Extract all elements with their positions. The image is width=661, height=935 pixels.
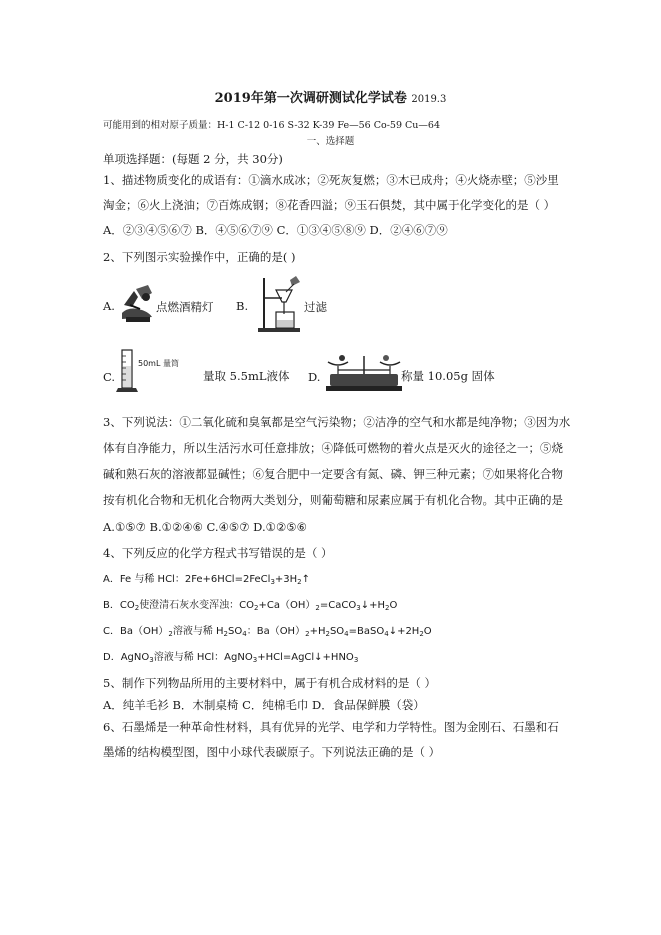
q4b-part4: =CaCO [319,600,357,611]
q2-option-b-text: 过滤 [304,300,327,314]
q4c-sub5: 2 [325,630,330,638]
q4b-part1: B．CO [103,600,135,611]
q2-option-c-text: 量取 5.5mL液体 [203,369,290,383]
instructions: 单项选择题：(每题 2 分，共 30分) [103,152,283,166]
q4a-part3: ↑ [301,574,311,585]
q3-line3: 碱和熟石灰的溶液都显碱性；⑥复合肥中一定要含有氮、磷、钾三种元素；⑦如果将化合物 [103,467,563,481]
graduated-cylinder-figure [116,348,142,394]
q4c-part1: C．Ba（OH） [103,626,169,637]
q4c-sub1: 2 [168,630,173,638]
q2-option-d-text: 称量 10.05g 固体 [401,369,495,383]
q4-option-d [103,650,358,666]
q4c-part2: 溶液与稀 H [172,626,224,637]
filtration-figure [256,276,302,334]
q4a-part1: A．Fe 与稀 HCl：2Fe+6HCl=2FeCl [103,574,271,585]
q4c-part6: SO [329,626,345,637]
q2-stem: 2、下列图示实验操作中，正确的是( ) [103,250,296,264]
q2-option-c-letter: C. [103,370,116,384]
q6-line1: 6、石墨烯是一种革命性材料，具有优异的光学、电学和力学特性。图为金刚石、石墨和石 [103,720,559,734]
q5-stem: 5、制作下列物品所用的主要材料中，属于有机合成材料的是（ ） [103,676,436,690]
q4c-sub4: 2 [305,630,310,638]
q4b-sub1: 2 [134,604,140,612]
q4c-part8: ↓+2H [388,626,420,637]
q2-option-a-text: 点燃酒精灯 [156,300,214,314]
q4b-sub2: 2 [254,604,259,612]
alcohol-lamp-figure [118,283,158,325]
q4d-part3: +HCl=AgCl↓+HNO [257,652,354,663]
q4b-sub5: 2 [384,604,390,612]
q2-option-d-letter: D. [308,370,321,384]
q2-option-b-letter: B. [236,299,249,313]
q4b-part3: +Ca（OH） [258,600,316,611]
q4d-sub1: 3 [149,656,154,664]
q4c-part3: SO [228,626,243,637]
q4d-part2: 溶液与稀 HCl：AgNO [153,652,253,663]
q3-options: A.①⑤⑦ B.①②④⑥ C.④⑤⑦ D.①②⑤⑥ [103,520,307,534]
q3-line1: 3、下列说法：①二氧化硫和臭氧都是空气污染物；②洁净的空气和水都是纯净物；③因为水 [103,415,571,429]
q4c-sub7: 4 [384,630,389,638]
atomic-masses: 可能用到的相对原子质量：H-1 C-12 0-16 S-32 K-39 Fe—56 Co-59 Cu—64 [103,120,440,131]
q1-options: A．②③④⑤⑥⑦ B．④⑤⑥⑦⑨ C．①③④⑤⑧⑨ D．②④⑥⑦⑨ [103,223,448,237]
q4-stem: 4、下列反应的化学方程式书写错误的是（ ） [103,546,333,560]
section-heading: 一、选择题 [306,136,355,147]
q4c-part5: +H [309,626,326,637]
q4c-part7: =BaSO [348,626,385,637]
q4c-part4: ：Ba（OH） [246,626,306,637]
q4a-sub2: 2 [297,578,302,586]
q4c-sub2: 2 [223,630,229,638]
q4d-sub2: 3 [252,656,258,664]
cylinder-label: 50mL 量筒 [138,359,179,368]
q4-option-a [103,572,310,588]
q4d-sub3: 3 [353,656,359,664]
q4c-sub8: 2 [419,630,424,638]
q2-option-a-letter: A. [103,299,115,313]
q5-options: A．纯羊毛衫 B．木制桌椅 C．纯棉毛巾 D．食品保鲜膜（袋） [103,698,425,712]
q3-line2: 体有自净能力，所以生活污水可任意排放；④降低可燃物的着火点是灭火的途径之一；⑤烧 [103,441,563,455]
q4b-part5: ↓+H [360,600,385,611]
q4b-sub3: 2 [315,604,320,612]
q4c-sub6: 4 [344,630,349,638]
q4c-part9: O [423,626,432,637]
q3-line4: 按有机化合物和无机化合物两大类划分，则葡萄糖和尿素应属于有机化合物。其中正确的是 [103,493,563,507]
balance-figure [324,352,404,394]
q6-line2: 墨烯的结构模型图，图中小球代表碳原子。下列说法正确的是（ ） [103,745,441,759]
q4-option-c [103,624,432,640]
q1-line2: 淘金；⑥火上浇油；⑦百炼成钢；⑧花香四溢；⑨玉石俱焚，其中属于化学变化的是（ ） [103,198,556,212]
q4a-sub1: 3 [270,578,275,586]
q4b-sub4: 3 [356,604,361,612]
title-text: 2019年第一次调研测试化学试卷 [214,91,407,106]
q4a-part2: +3H [274,574,298,585]
q4b-part2: 使澄清石灰水变浑浊：CO [139,600,255,611]
title-date: 2019.3 [411,94,447,105]
q4d-part1: D．AgNO [103,652,150,663]
q4c-sub3: 4 [242,630,247,638]
q1-line1: 1、描述物质变化的成语有：①滴水成冰；②死灰复燃；③木已成舟；④火烧赤壁；⑤沙里 [103,173,559,187]
q4b-part6: O [389,600,398,611]
q4-option-b [103,598,397,614]
exam-title [0,91,661,108]
